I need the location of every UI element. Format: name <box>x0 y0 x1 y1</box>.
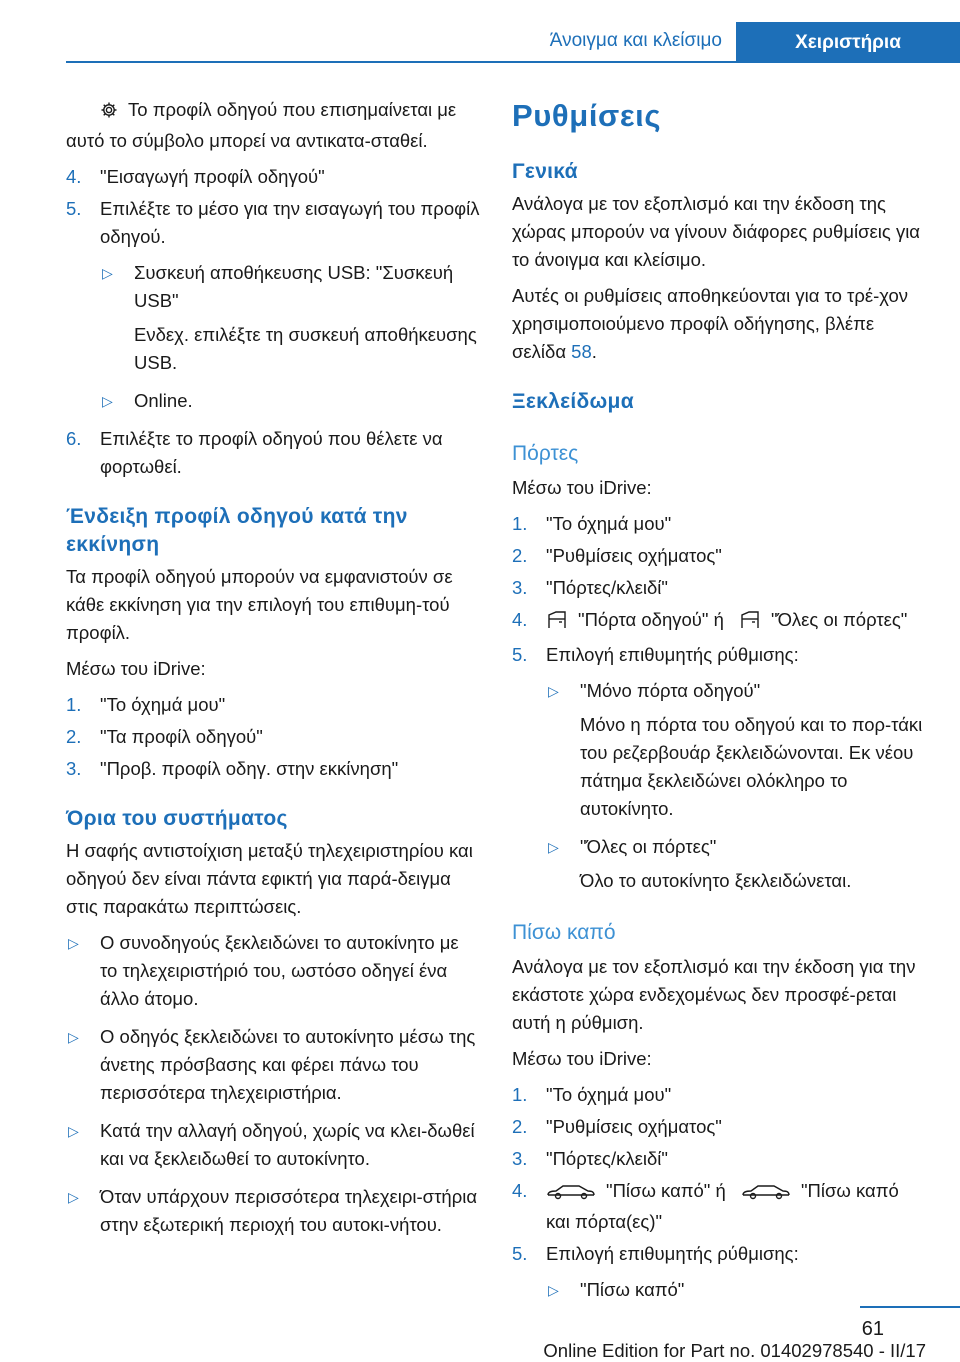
step-text: Επιλογή επιθυμητής ρύθμισης: <box>546 1243 799 1264</box>
step-text: "Τα προφίλ οδηγού" <box>100 726 263 747</box>
list-item <box>512 606 926 637</box>
page-number: 61 <box>861 1318 884 1340</box>
general-text: Αυτές οι ρυθμίσεις αποθηκεύονται για το τρέ‐χον χρησιμοποιούμενο προφίλ οδήγησης, βλέπε σελίδα <box>512 285 909 362</box>
edition-text: Online Edition for Part no. 01402978540 - II/17 <box>543 1340 926 1361</box>
via-idrive-label: Μέσω του iDrive: <box>512 1048 652 1069</box>
step-text: "Πόρτες/κλειδί" <box>546 577 668 598</box>
step-number: 6. <box>66 428 82 449</box>
step-text: "Το όχημά μου" <box>546 513 672 534</box>
step-text: "Προβ. προφίλ οδηγ. στην εκκίνηση" <box>100 758 399 779</box>
general-text-end: . <box>591 341 597 362</box>
trunk-steps <box>512 1081 926 1304</box>
triangle-bullet-icon: ▷ <box>68 1189 79 1205</box>
list-item <box>66 163 480 191</box>
list-item <box>512 542 926 570</box>
limits-paragraph: Η σαφής αντιστοίχιση μεταξύ τηλεχειριστηρίου και οδηγού δεν είναι πάντα εφικτή για παρά‐δειγμα στις παρακάτω περιπτώσεις. <box>66 840 473 917</box>
triangle-bullet-icon: ▷ <box>68 1123 79 1139</box>
step-number: 2. <box>512 1116 528 1137</box>
header-chapter-tab: Χειριστήρια <box>736 22 960 63</box>
list-item <box>100 259 480 377</box>
limit-text: Ο οδηγός ξεκλειδώνει το αυτοκίνητο μέσω της άνετης πρόσβασης και φέρει πάνω του περισσότερα τηλεχειριστήρια. <box>100 1026 476 1103</box>
gear-icon <box>100 99 118 127</box>
list-item <box>66 929 480 1013</box>
usb-sub-text: Ενδεχ. επιλέξτε τη συσκευή αποθήκευσης USB. <box>134 324 477 373</box>
door-driver-option: "Πόρτα οδηγού" ή <box>578 609 724 630</box>
heading-system-limits: Όρια του συστήματος <box>66 807 288 830</box>
triangle-bullet-icon: ▷ <box>68 935 79 951</box>
car-icon <box>741 1180 791 1208</box>
import-steps <box>66 163 480 481</box>
step-number: 5. <box>66 198 82 219</box>
step-text: "Το όχημά μου" <box>546 1084 672 1105</box>
startup-steps <box>66 691 480 783</box>
list-item <box>66 1117 480 1173</box>
triangle-bullet-icon: ▷ <box>548 1282 559 1298</box>
step-text: "Εισαγωγή προφίλ οδηγού" <box>100 166 325 187</box>
step-number: 5. <box>512 1243 528 1264</box>
list-item <box>66 723 480 751</box>
triangle-bullet-icon: ▷ <box>548 683 559 699</box>
step-number: 2. <box>512 545 528 566</box>
trunk-doors-option: "Πίσω καπό και πόρτα(ες)" <box>546 1180 899 1232</box>
heading-unlock: Ξεκλείδωμα <box>512 390 634 413</box>
step-number: 3. <box>512 577 528 598</box>
triangle-bullet-icon: ▷ <box>68 1029 79 1045</box>
step-number: 3. <box>66 758 82 779</box>
step-number: 1. <box>512 513 528 534</box>
header-rule <box>66 61 960 63</box>
page-link[interactable]: 58 <box>571 341 592 362</box>
header-section-title: Άνοιγμα και κλείσιμο <box>549 30 722 51</box>
step-text: "Πόρτες/κλειδί" <box>546 1148 668 1169</box>
limit-text: Ο συνοδηγούς ξεκλειδώνει το αυτοκίνητο με το τηλεχειριστήριό του, ωστόσο οδηγεί ένα άλλο άτομο. <box>100 932 459 1009</box>
heading-settings: Ρυθμίσεις <box>512 98 662 133</box>
usb-option: Συσκευή αποθήκευσης USB: "Συσκευή USB" <box>134 262 454 311</box>
general-paragraph-2 <box>512 282 926 366</box>
door-open-icon <box>546 609 568 637</box>
option-description: Όλο το αυτοκίνητο ξεκλειδώνεται. <box>580 870 852 891</box>
note-paragraph <box>66 96 480 155</box>
list-item <box>512 641 926 895</box>
trunk-paragraph: Ανάλογα με τον εξοπλισμό και την έκδοση για την εκάστοτε χώρα ενδεχομένως δεν προσφέ‐ρεται αυτή η ρύθμιση. <box>512 956 916 1033</box>
list-item <box>100 387 480 415</box>
via-idrive-label: Μέσω του iDrive: <box>512 477 652 498</box>
heading-trunk: Πίσω καπό <box>512 921 616 944</box>
heading-startup-display: Ένδειξη προφίλ οδηγού κατά την εκκίνηση <box>66 505 408 556</box>
step-number: 4. <box>66 166 82 187</box>
step-text: Επιλέξτε το προφίλ οδηγού που θέλετε να φορτωθεί. <box>100 428 443 477</box>
step-number: 3. <box>512 1148 528 1169</box>
limits-list <box>66 929 480 1239</box>
online-option: Online. <box>134 390 193 411</box>
option-title: "Μόνο πόρτα οδηγού" <box>580 680 761 701</box>
list-item <box>66 425 480 481</box>
list-item <box>512 1240 926 1304</box>
note-text: Το προφίλ οδηγού που επισημαίνεται με αυτό το σύμβολο μπορεί να αντικατα‐σταθεί. <box>66 99 457 151</box>
step-text: "Ρυθμίσεις οχήματος" <box>546 545 722 566</box>
list-item <box>512 1145 926 1173</box>
step-number: 1. <box>66 694 82 715</box>
step-text: "Το όχημά μου" <box>100 694 226 715</box>
car-icon <box>546 1180 596 1208</box>
list-item <box>66 195 480 415</box>
list-item <box>546 833 926 895</box>
list-item <box>66 1183 480 1239</box>
via-idrive-label: Μέσω του iDrive: <box>66 658 206 679</box>
heading-doors: Πόρτες <box>512 442 579 465</box>
footer-rule <box>860 1306 960 1308</box>
step-number: 1. <box>512 1084 528 1105</box>
trunk-option: "Πίσω καπό" ή <box>606 1180 726 1201</box>
limit-text: Όταν υπάρχουν περισσότερα τηλεχειρι‐στήρια στην εξωτερική περιοχή του αυτοκι‐νήτου. <box>100 1186 478 1235</box>
list-item <box>66 691 480 719</box>
right-column <box>512 96 926 1314</box>
triangle-bullet-icon: ▷ <box>102 393 113 409</box>
option-description: Μόνο η πόρτα του οδηγού και το πορ‐τάκι του ρεζερβουάρ ξεκλειδώνονται. Εκ νέου πάτημα ξεκλειδώνει ολόκληρο το αυτοκίνητο. <box>580 714 923 819</box>
media-options <box>100 259 480 415</box>
limit-text: Κατά την αλλαγή οδηγού, χωρίς να κλει‐δωθεί και να ξεκλειδωθεί το αυτοκίνητο. <box>100 1120 475 1169</box>
list-item <box>66 1023 480 1107</box>
option-title: "Όλες οι πόρτες" <box>580 836 717 857</box>
triangle-bullet-icon: ▷ <box>102 265 113 281</box>
trunk-options <box>546 1276 926 1304</box>
list-item <box>546 1276 926 1304</box>
step-number: 4. <box>512 609 528 630</box>
list-item <box>512 574 926 602</box>
step-number: 2. <box>66 726 82 747</box>
triangle-bullet-icon: ▷ <box>548 839 559 855</box>
step-number: 5. <box>512 644 528 665</box>
list-item <box>512 510 926 538</box>
list-item <box>546 677 926 823</box>
door-all-option: "Όλες οι πόρτες" <box>771 609 908 630</box>
step-number: 4. <box>512 1180 528 1201</box>
heading-general: Γενικά <box>512 160 578 183</box>
startup-paragraph: Τα προφίλ οδηγού μπορούν να εμφανιστούν σε κάθε εκκίνηση για την επιλογή του επιθυμη‐τού προφίλ. <box>66 566 453 643</box>
left-column <box>66 96 480 1249</box>
door-open-icon <box>739 609 761 637</box>
doors-steps <box>512 510 926 895</box>
list-item <box>512 1081 926 1109</box>
step-text: Επιλογή επιθυμητής ρύθμισης: <box>546 644 799 665</box>
step-text: "Ρυθμίσεις οχήματος" <box>546 1116 722 1137</box>
list-item <box>512 1113 926 1141</box>
door-options <box>546 677 926 895</box>
list-item <box>66 755 480 783</box>
step-text: Επιλέξτε το μέσο για την εισαγωγή του προφίλ οδηγού. <box>100 198 480 247</box>
option-title: "Πίσω καπό" <box>580 1279 685 1300</box>
list-item <box>512 1177 926 1236</box>
general-paragraph-1: Ανάλογα με τον εξοπλισμό και την έκδοση της χώρας μπορούν να γίνουν διάφορες ρυθμίσεις για το άνοιγμα και κλείσιμο. <box>512 193 920 270</box>
